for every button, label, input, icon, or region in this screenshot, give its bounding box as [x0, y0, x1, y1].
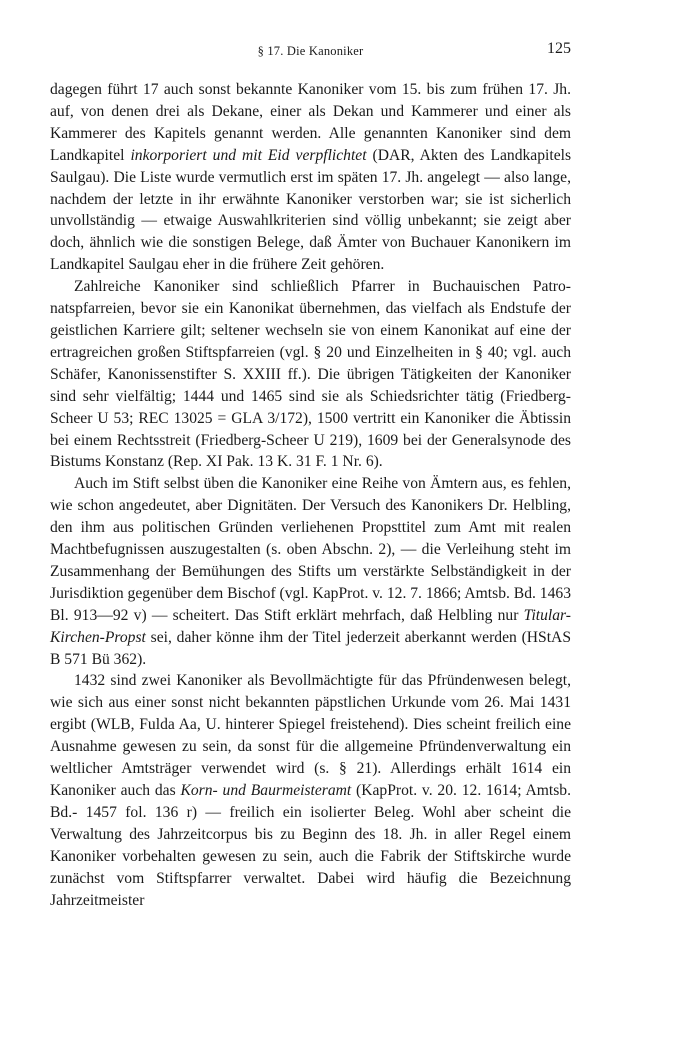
text-run: (KapProt. v. 20. 12. 1614; Amtsb. Bd.- 1457 fol. 136 r) — freilich ein isolierter Beleg. Wohl aber scheint die Verwaltung des Jahrzeitcorpus bis zu Beginn des 18. Jh. in aller Regel einem Kanoniker vorbehalten gewesen zu sein, auch die Fabrik der Stiftskirche wurde zunächst vom Stiftspfarrer verwaltet. Dabei wird häufig die Bezeichnung Jahrzeitmeister [50, 782, 571, 909]
page-number: 125 [547, 40, 571, 57]
italic-term: inkorporiert und mit Eid verpflichtet [130, 146, 367, 164]
italic-term: Titular-Kirchen-Propst [50, 606, 571, 646]
paragraph [50, 79, 571, 276]
body-text [50, 79, 571, 911]
page-header [50, 40, 571, 62]
text-run: 1432 sind zwei Kanoniker als Bevollmächtigte für das Pfründenwesen belegt, wie sich aus einer sonst nicht bekannten päpstlichen Urkunde vom 26. Mai 1431 ergibt (WLB, Fulda Aa, U. hinterer Spiegel freistehend). Dies scheint freilich eine Ausnahme gewesen zu sein, da sonst für die allgemeine Pfründenverwaltung ein weltlicher Amtsträger verwendet wird (s. § 21). Allerdings erhält 1614 ein Kanoniker auch das [50, 672, 571, 799]
paragraph [50, 473, 571, 670]
running-head: § 17. Die Kanoniker [257, 44, 364, 58]
text-run: (DAR, Akten des Landkapitels Saulgau). Die Liste wurde vermutlich erst im späten 17. Jh. angelegt — also lange, nachdem der letzte in ihr erwähnte Kanoniker verstorben war; sie ist sicherlich unvollständig — etwaige Auswahlkriterien sind völlig unbekannt; sie zeigt aber doch, ähnlich wie die sonstigen Belege, daß Ämter von Buchauer Kanonikern im Landkapitel Saulgau eher in die frühere Zeit gehören. [50, 146, 572, 274]
paragraph [50, 276, 571, 473]
italic-term: Korn- und Baurmeisteramt [180, 782, 352, 799]
paragraph [50, 670, 571, 911]
text-run: Auch im Stift selbst üben die Kanoniker eine Reihe von Ämtern aus, es fehlen, wie schon angedeutet, aber Dignitäten. Der Versuch des Kanonikers Dr. Helbling, den ihm aus politischen Gründen verliehenen Propsttitel zum Amt mit realen Machtbefugnissen auszugestalten (s. oben Abschn. 2), — die Verleihung steht im Zusammenhang der Bemühungen des Stifts um verstärkte Selbständigkeit in der Jurisdiktion gegenüber dem Bischof (vgl. KapProt. v. 12. 7. 1866; Amtsb. Bd. 1463 Bl. 913—92 v) — scheitert. Das Stift erklärt mehrfach, daß Helbling nur [50, 475, 571, 624]
text-run: dagegen führt 17 auch sonst bekannte Kanoniker vom 15. bis zum frühen 17. Jh. auf, von denen drei als Dekane, einer als Dekan und Kammerer und einer als Kammerer des Kapitels genannt werden. Alle genannten Kanoniker sind dem Landkapitel [50, 81, 571, 164]
text-run: Zahlreiche Kanoniker sind schließlich Pfarrer in Buchauischen Patronatspfarreien, bevor sie ein Kanonikat übernehmen, das vielfach als Endstufe der geistlichen Karriere gilt; seltener wechseln sie von einem Kanonikat auf eine der ertragreichen großen Stiftspfarreien (vgl. § 20 und Einzelheiten in § 40; vgl. auch Schäfer, Kanonissenstifter S. XXIII ff.). Die übrigen Tätigkeiten der Kanoniker sind sehr vielfältig; 1444 und 1465 sind sie als Schiedsrichter tätig (Friedberg-Scheer U 53; REC 13025 = GLA 3/172), 1500 vertritt ein Kanoniker die Äbtissin bei einem Rechtsstreit (Friedberg-Scheer U 219), 1609 bei der Generalsynode des Bistums Konstanz (Rep. XI Pak. 13 K. 31 F. 1 Nr. 6). [50, 278, 571, 471]
text-run: sei, daher könne ihm der Titel jederzeit aberkannt werden (HStAS B 571 Bü 362). [50, 628, 571, 668]
